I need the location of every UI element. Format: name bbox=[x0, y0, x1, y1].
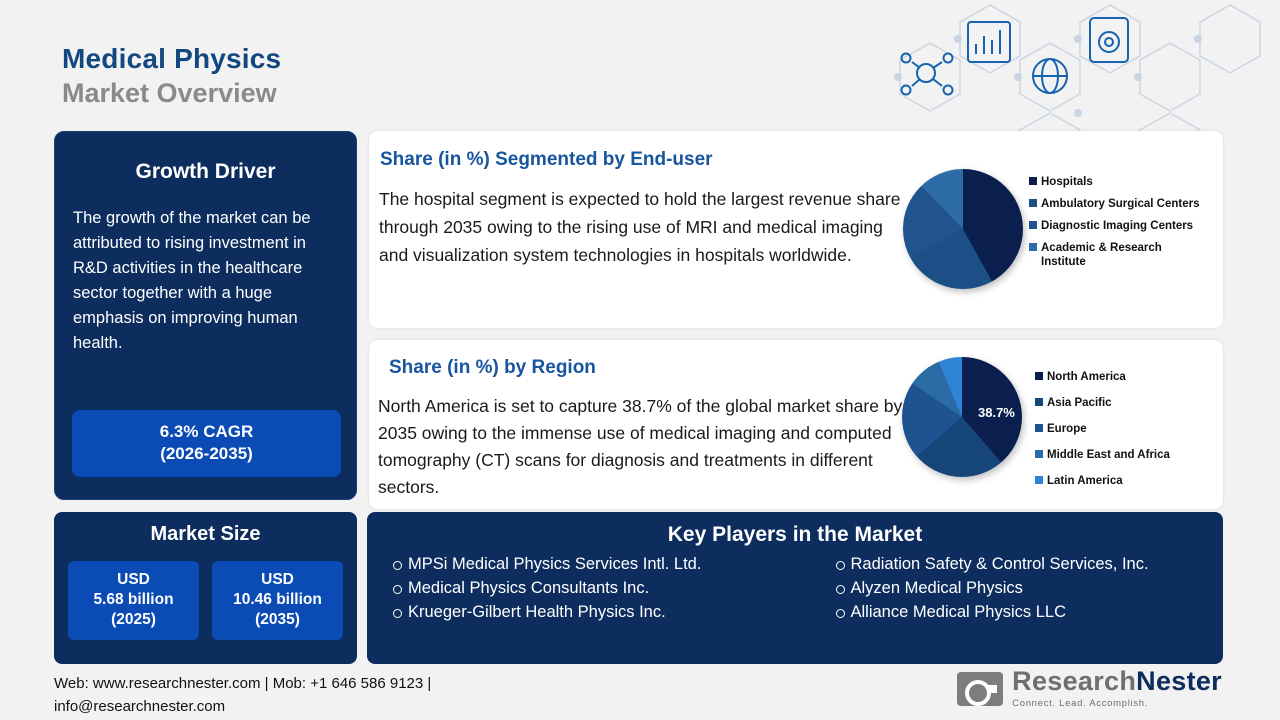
legend-item bbox=[1029, 241, 1204, 269]
legend-item bbox=[1035, 370, 1210, 384]
pie-data-label: 38.7% bbox=[978, 405, 1015, 420]
legend-item bbox=[1029, 219, 1204, 233]
list-item: Medical Physics Consultants Inc. bbox=[393, 577, 781, 600]
region-card-heading: Share (in %) by Region bbox=[389, 357, 596, 378]
list-item: Krueger-Gilbert Health Physics Inc. bbox=[393, 601, 781, 624]
legend-swatch-icon bbox=[1029, 221, 1037, 229]
market-size-title: Market Size bbox=[150, 523, 261, 545]
enduser-card-heading: Share (in %) Segmented by End-user bbox=[380, 149, 713, 170]
key-players-column-2 bbox=[781, 553, 1224, 625]
legend-label: North America bbox=[1047, 371, 1126, 383]
legend-label: Academic & Research Institute bbox=[1041, 242, 1162, 268]
growth-driver-card bbox=[54, 131, 357, 500]
region-card-body: North America is set to capture 38.7% of the global market share by 2035 owing to the immense use of medical imaging and computed tomography (CT) scans for diagnosis and treatments in different sectors. bbox=[378, 396, 903, 497]
logo-word-research: Research bbox=[1012, 666, 1137, 696]
enduser-share-card bbox=[369, 131, 1223, 328]
list-item: Alliance Medical Physics LLC bbox=[836, 601, 1224, 624]
legend-item bbox=[1035, 396, 1210, 410]
legend-swatch-icon bbox=[1035, 476, 1043, 484]
legend-label: Middle East and Africa bbox=[1047, 449, 1170, 461]
pie-slices bbox=[903, 169, 1023, 289]
market-size-box bbox=[212, 561, 343, 640]
cagr-value: 6.3% CAGR bbox=[159, 422, 254, 441]
company-logo bbox=[957, 668, 1222, 709]
footer-contact bbox=[54, 672, 614, 718]
market-size-currency: USD bbox=[117, 571, 150, 588]
cagr-period: (2026-2035) bbox=[160, 444, 253, 463]
region-share-card bbox=[369, 340, 1223, 509]
title-main: Medical Physics bbox=[62, 43, 282, 74]
enduser-card-body: The hospital segment is expected to hold the largest revenue share through 2035 owing to the rising use of MRI and medical imaging and visualization system technologies in hospitals worldwide. bbox=[379, 189, 901, 265]
market-size-value: 5.68 billion bbox=[93, 591, 174, 608]
key-players-columns bbox=[367, 553, 1223, 625]
list-item: MPSi Medical Physics Services Intl. Ltd. bbox=[393, 553, 781, 576]
legend-label: Ambulatory Surgical Centers bbox=[1041, 198, 1200, 210]
market-size-box bbox=[68, 561, 199, 640]
market-size-currency: USD bbox=[261, 571, 294, 588]
legend-item bbox=[1029, 197, 1204, 211]
logo-word-nester: Nester bbox=[1136, 666, 1222, 696]
legend-item bbox=[1029, 175, 1204, 189]
growth-driver-title: Growth Driver bbox=[135, 160, 276, 183]
legend-label: Europe bbox=[1047, 423, 1087, 435]
growth-driver-text: The growth of the market can be attributed to rising investment in R&D activities in the healthcare sector together with a huge emphasis on improving human health. bbox=[73, 209, 311, 352]
legend-item bbox=[1035, 422, 1210, 436]
legend-swatch-icon bbox=[1035, 424, 1043, 432]
legend-label: Diagnostic Imaging Centers bbox=[1041, 220, 1194, 232]
key-players-card bbox=[367, 512, 1223, 664]
page-title bbox=[62, 42, 281, 110]
legend-swatch-icon bbox=[1029, 177, 1037, 185]
market-size-card bbox=[54, 512, 357, 664]
legend-swatch-icon bbox=[1029, 243, 1037, 251]
market-size-values bbox=[54, 561, 357, 640]
market-size-value: 10.46 billion bbox=[233, 591, 322, 608]
title-subtitle: Market Overview bbox=[62, 78, 277, 108]
footer-line-2: info@researchnester.com bbox=[54, 698, 226, 715]
legend-swatch-icon bbox=[1029, 199, 1037, 207]
enduser-legend bbox=[1029, 175, 1204, 277]
key-players-column-1 bbox=[367, 553, 781, 625]
legend-item bbox=[1035, 448, 1210, 462]
legend-label: Asia Pacific bbox=[1047, 397, 1112, 409]
logo-tagline: Connect. Lead. Accomplish. bbox=[1012, 698, 1149, 709]
footer-line-1: Web: www.researchnester.com | Mob: +1 646 586 9123 | bbox=[54, 675, 432, 692]
list-item: Alyzen Medical Physics bbox=[836, 577, 1224, 600]
region-pie-chart bbox=[902, 357, 1022, 477]
cagr-badge bbox=[72, 410, 341, 477]
legend-label: Latin America bbox=[1047, 475, 1123, 487]
market-size-year: (2035) bbox=[255, 611, 300, 628]
region-legend bbox=[1035, 370, 1210, 500]
logo-mark-icon bbox=[957, 672, 1003, 706]
legend-swatch-icon bbox=[1035, 398, 1043, 406]
logo-wordmark bbox=[1012, 668, 1222, 695]
list-item: Radiation Safety & Control Services, Inc. bbox=[836, 553, 1224, 576]
legend-swatch-icon bbox=[1035, 450, 1043, 458]
market-size-year: (2025) bbox=[111, 611, 156, 628]
legend-swatch-icon bbox=[1035, 372, 1043, 380]
legend-item bbox=[1035, 474, 1210, 488]
key-players-title: Key Players in the Market bbox=[667, 523, 923, 546]
enduser-pie-chart bbox=[903, 169, 1023, 289]
legend-label: Hospitals bbox=[1041, 176, 1093, 188]
